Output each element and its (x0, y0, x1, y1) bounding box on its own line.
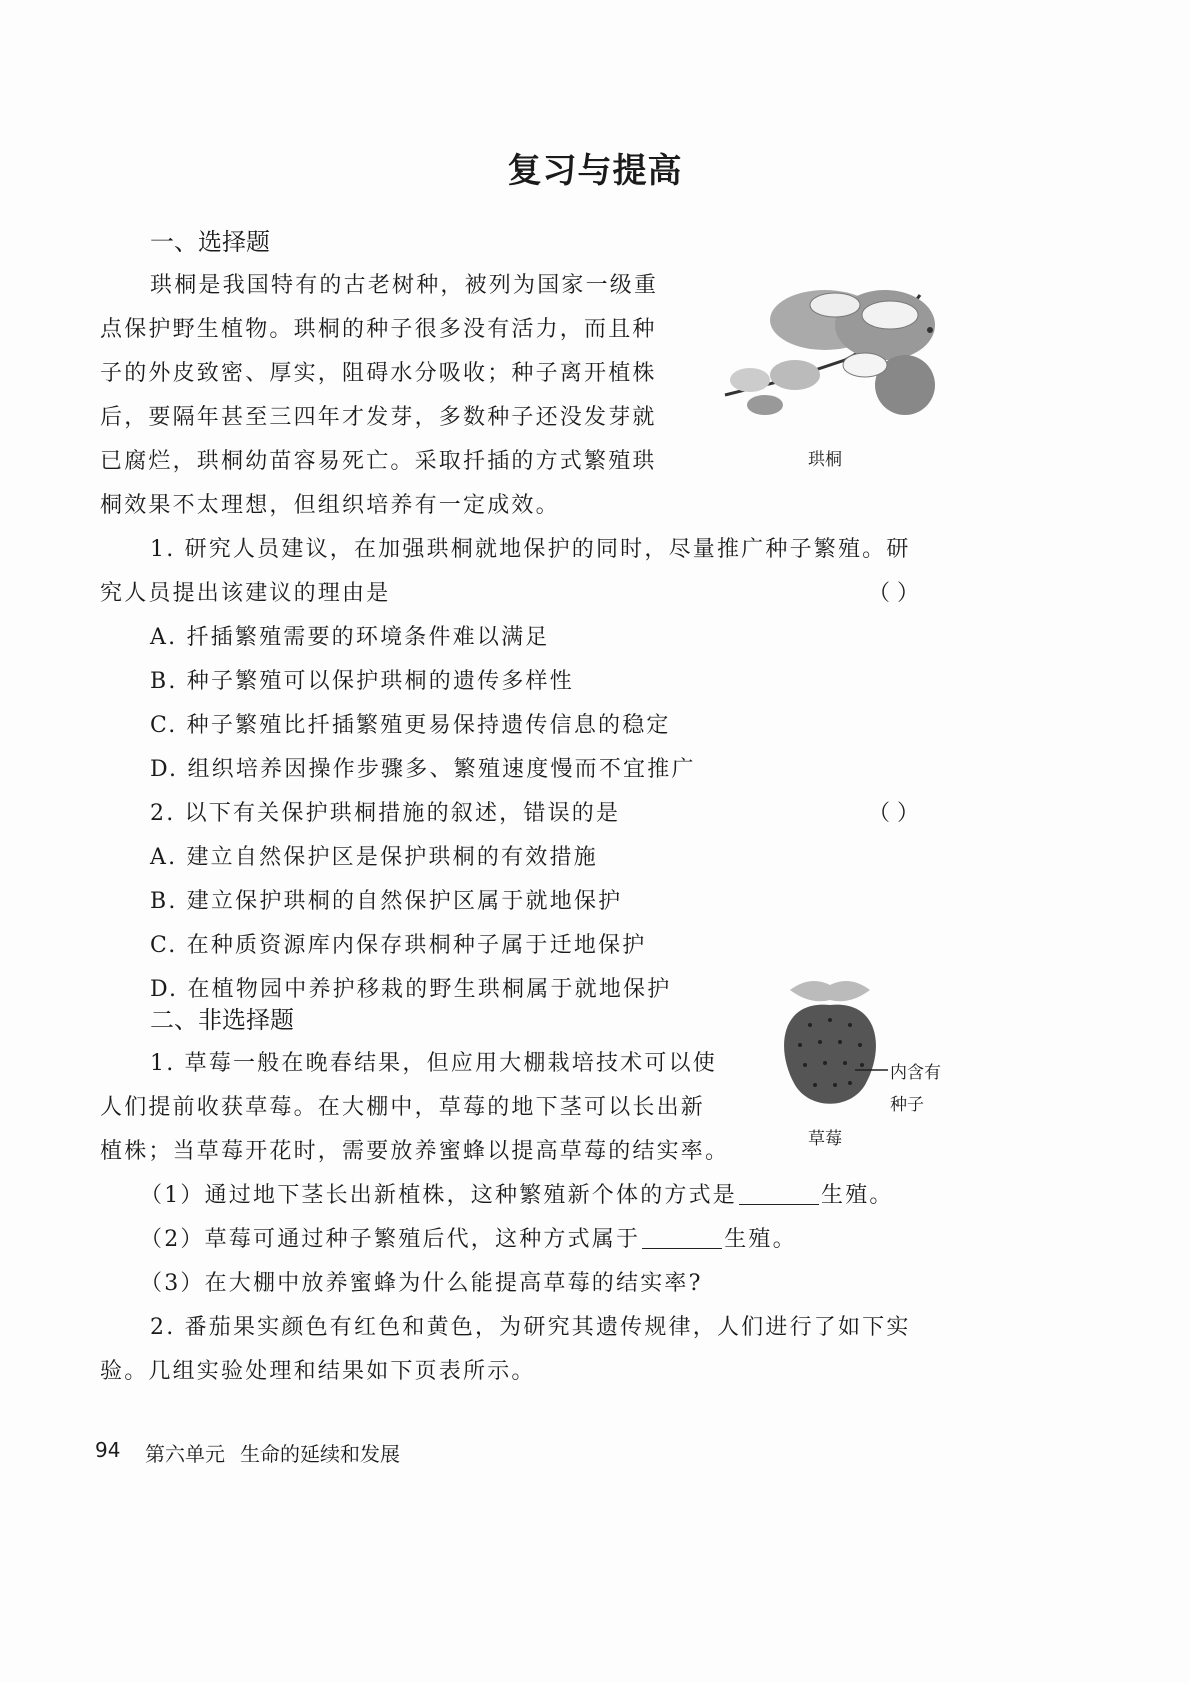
figure-caption-strawberry: 草莓 (808, 1129, 842, 1149)
option-b: B. 建立保护珙桐的自然保护区属于就地保护 (150, 889, 623, 914)
option-d: D. 在植物园中养护移栽的野生珙桐属于就地保护 (150, 977, 672, 1002)
intro-line: 已腐烂，珙桐幼苗容易死亡。采取扦插的方式繁殖珙 (100, 449, 657, 474)
intro-line: 后，要隔年甚至三四年才发芽，多数种子还没发芽就 (100, 405, 657, 430)
sub-question-1 (140, 1178, 894, 1209)
strawberry-question-line: 植株；当草莓开花时，需要放养蜜蜂以提高草莓的结实率。 (100, 1139, 730, 1164)
intro-line: 珙桐是我国特有的古老树种，被列为国家一级重 (150, 273, 659, 298)
question-2-stem: 2. 以下有关保护珙桐措施的叙述，错误的是 (150, 801, 621, 826)
page-number: 94 (95, 1438, 121, 1462)
strawberry-question-line: 人们提前收获草莓。在大棚中，草莓的地下茎可以长出新 (100, 1095, 706, 1120)
section-heading-nonchoice: 二、非选择题 (150, 1006, 294, 1034)
fill-blank[interactable] (739, 1182, 819, 1205)
sub-question-1-suffix: 生殖。 (821, 1183, 894, 1208)
sub-question-2-suffix: 生殖。 (724, 1227, 797, 1252)
page-title: 复习与提高 (507, 151, 683, 191)
footer-unit-title: 生命的延续和发展 (240, 1442, 400, 1466)
option-c: C. 种子繁殖比扦插繁殖更易保持遗传信息的稳定 (150, 713, 671, 738)
strawberry-label-line2: 种子 (890, 1095, 924, 1115)
sub-question-2 (140, 1222, 797, 1253)
option-d: D. 组织培养因操作步骤多、繁殖速度慢而不宜推广 (150, 757, 696, 782)
option-a: A. 建立自然保护区是保护珙桐的有效措施 (150, 845, 598, 870)
strawberry-question-line: 1. 草莓一般在晚春结果，但应用大棚栽培技术可以使 (150, 1051, 717, 1076)
strawberry-illustration (770, 970, 890, 1120)
sub-question-3: （3）在大棚中放养蜜蜂为什么能提高草莓的结实率? (140, 1271, 703, 1296)
answer-bracket: （ ） (868, 801, 919, 826)
option-b: B. 种子繁殖可以保护珙桐的遗传多样性 (150, 669, 574, 694)
dove-tree-illustration (715, 265, 945, 435)
question-1-stem: 1. 研究人员建议，在加强珙桐就地保护的同时，尽量推广种子繁殖。研 (150, 537, 911, 562)
option-c: C. 在种质资源库内保存珙桐种子属于迁地保护 (150, 933, 647, 958)
intro-line: 桐效果不太理想，但组织培养有一定成效。 (100, 493, 560, 518)
strawberry-label-line1: 内含有 (890, 1063, 941, 1083)
intro-line: 点保护野生植物。珙桐的种子很多没有活力，而且种 (100, 317, 657, 342)
sub-question-2-text: （2）草莓可通过种子繁殖后代，这种方式属于 (140, 1227, 641, 1252)
tomato-question-line: 2. 番茄果实颜色有红色和黄色，为研究其遗传规律，人们进行了如下实 (150, 1315, 911, 1340)
question-1-stem-cont: 究人员提出该建议的理由是 (100, 581, 391, 606)
footer-unit: 第六单元 (145, 1442, 225, 1466)
option-a: A. 扦插繁殖需要的环境条件难以满足 (150, 625, 550, 650)
tomato-question-line: 验。几组实验处理和结果如下页表所示。 (100, 1359, 536, 1384)
sub-question-1-text: （1）通过地下茎长出新植株，这种繁殖新个体的方式是 (140, 1183, 737, 1208)
section-heading-choice: 一、选择题 (150, 228, 270, 256)
intro-line: 子的外皮致密、厚实，阻碍水分吸收；种子离开植株 (100, 361, 657, 386)
fill-blank[interactable] (642, 1226, 722, 1249)
answer-bracket: （ ） (868, 581, 919, 606)
figure-caption-dove-tree: 珙桐 (808, 450, 842, 470)
